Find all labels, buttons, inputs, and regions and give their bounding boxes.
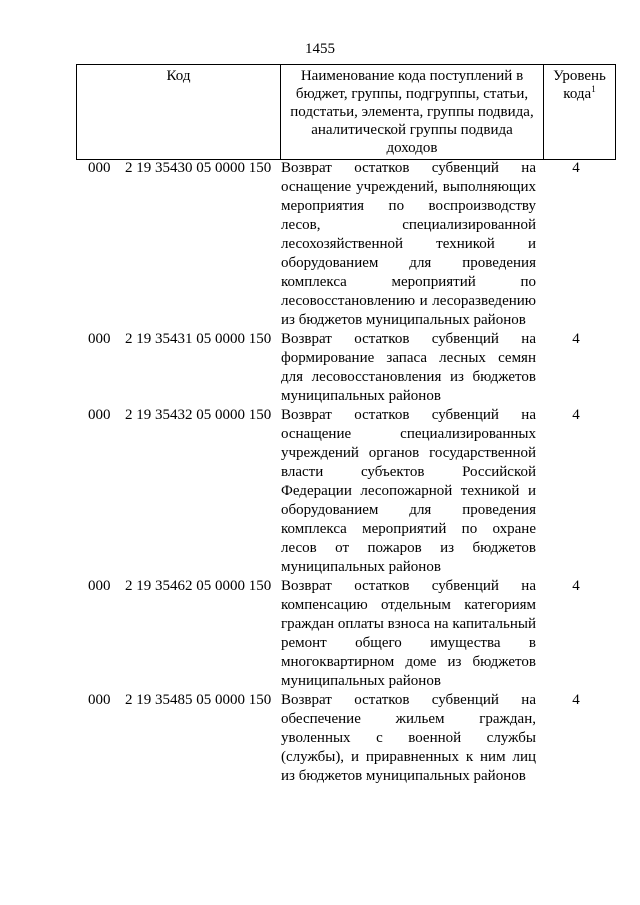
header-level	[544, 65, 616, 160]
row-prefix: 000	[88, 692, 111, 708]
row-code: 2 19 35430 05 0000 150	[125, 160, 272, 176]
row-name: Возврат остатков субвенций на оснащение специализированных учреждений органов государственной власти субъектов Российской Федерации лесопожарной техникой и оборудованием для проведения комплекса мероприятий по охране лесов от пожаров из бюджетов муниципальных районов	[281, 407, 536, 575]
row-prefix: 000	[88, 407, 111, 423]
header-name: Наименование кода поступлений в бюджет, группы, подгруппы, статьи, подстатьи, элемента, группы подвида, аналитической группы подвида доходов	[281, 65, 544, 160]
row-prefix: 000	[88, 578, 111, 594]
header-table	[76, 64, 616, 160]
table-row	[0, 330, 640, 406]
row-prefix: 000	[88, 331, 111, 347]
table-row	[0, 406, 640, 577]
row-code: 2 19 35462 05 0000 150	[125, 578, 272, 594]
row-code: 2 19 35485 05 0000 150	[125, 692, 272, 708]
row-level: 4	[572, 331, 580, 347]
row-level: 4	[572, 578, 580, 594]
header-level-label: Уровень кода	[553, 68, 606, 102]
row-code: 2 19 35432 05 0000 150	[125, 407, 272, 423]
row-name: Возврат остатков субвенций на формирование запаса лесных семян для лесовосстановления из бюджетов муниципальных районов	[281, 331, 536, 404]
table-row	[0, 577, 640, 691]
row-name: Возврат остатков субвенций на обеспечение жильем граждан, уволенных с военной службы (службы), и приравненных к ним лиц из бюджетов муниципальных районов	[281, 692, 536, 784]
row-level: 4	[572, 407, 580, 423]
header-level-footnote: 1	[591, 84, 596, 94]
header-code: Код	[77, 65, 281, 160]
header-row	[77, 65, 616, 160]
code-rows	[0, 159, 640, 786]
row-code: 2 19 35431 05 0000 150	[125, 331, 272, 347]
row-prefix: 000	[88, 160, 111, 176]
row-name: Возврат остатков субвенций на оснащение учреждений, выполняющих мероприятия по воспроизводству лесов, специализированной лесохозяйственной техникой и оборудованием для проведения комплекса мероприятий по лесовосстановлению и лесоразведению из бюджетов муниципальных районов	[281, 160, 536, 328]
row-name: Возврат остатков субвенций на компенсацию отдельным категориям граждан оплаты взноса на капитальный ремонт общего имущества в многоквартирном доме из бюджетов муниципальных районов	[281, 578, 536, 689]
row-level: 4	[572, 160, 580, 176]
row-level: 4	[572, 692, 580, 708]
table-row	[0, 691, 640, 786]
page-number: 1455	[305, 41, 335, 57]
table-row	[0, 159, 640, 330]
